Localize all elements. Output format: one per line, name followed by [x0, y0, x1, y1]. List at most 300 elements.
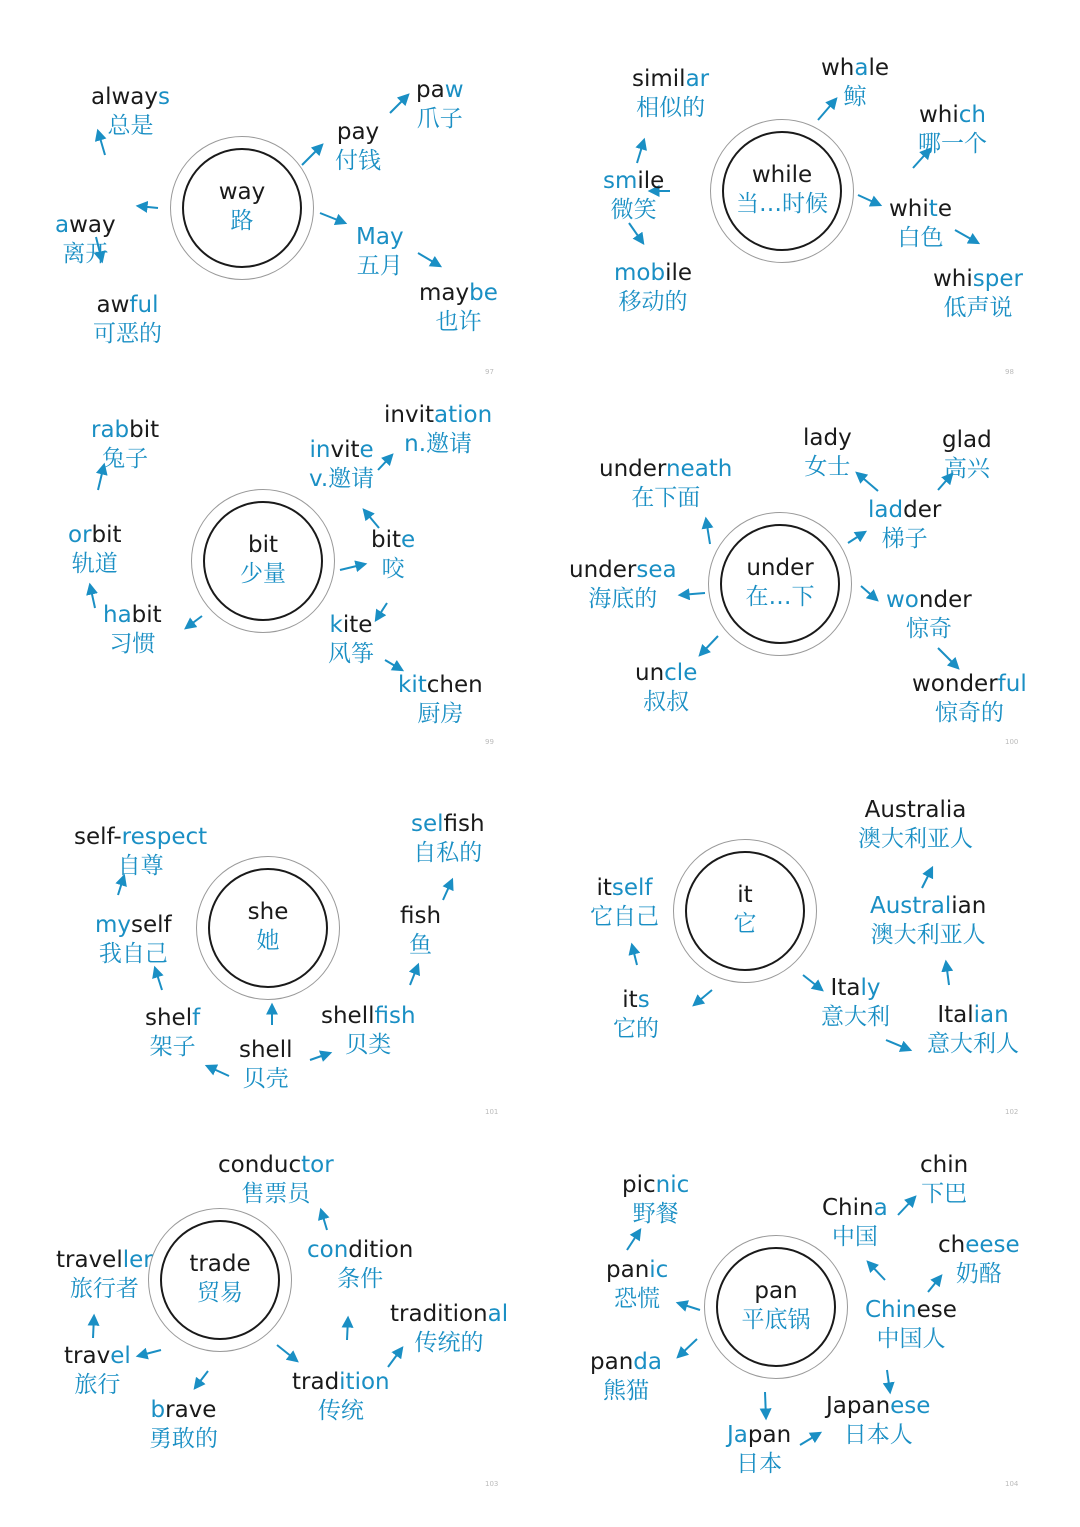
- related-word-zh: 离开: [62, 241, 109, 267]
- related-word: [239, 1036, 293, 1094]
- word-part: fish: [400, 903, 442, 929]
- related-word: [321, 1002, 416, 1060]
- arrow-0: [637, 140, 644, 163]
- related-word-en: [335, 118, 381, 147]
- related-word-zh: 我自己: [98, 941, 168, 967]
- related-word-zh: 哪一个: [918, 131, 987, 157]
- related-word-zh: 奶酪: [955, 1261, 1002, 1287]
- word-part: may: [419, 280, 470, 306]
- word-part-highlight: in: [309, 437, 331, 463]
- related-word-en: [95, 911, 172, 940]
- related-word-en: [606, 1256, 668, 1285]
- word-part: pan: [590, 1349, 634, 1375]
- related-word-en: [727, 1421, 791, 1450]
- word-part-highlight: a: [873, 1195, 888, 1221]
- page-number: 98: [1005, 368, 1014, 376]
- related-word: [821, 974, 890, 1032]
- related-word: [889, 195, 952, 253]
- center-word: [150, 1250, 290, 1308]
- related-word: [56, 1246, 153, 1304]
- related-word-en: [635, 659, 697, 688]
- related-word: [803, 424, 852, 482]
- center-word-zh: 少量: [240, 561, 286, 587]
- arrow-2: [186, 616, 202, 628]
- arrow-3: [886, 1040, 910, 1050]
- word-part: nder: [918, 587, 972, 613]
- word-part: un: [635, 660, 665, 686]
- arrow-1: [90, 585, 95, 608]
- word-part: dition: [348, 1237, 414, 1263]
- word-part-highlight: da: [633, 1349, 662, 1375]
- related-word-zh: 旅行者: [69, 1276, 139, 1302]
- related-word: [95, 911, 172, 969]
- arrow-0: [632, 945, 637, 965]
- page-number: 104: [1005, 1480, 1019, 1488]
- related-word: [886, 586, 972, 644]
- word-part: self: [131, 912, 172, 938]
- word-part-highlight: k: [329, 612, 343, 638]
- related-word-zh: 习惯: [109, 631, 156, 657]
- related-word-en: [858, 796, 973, 825]
- related-word-zh: 贝壳: [242, 1066, 289, 1092]
- related-word: [145, 1004, 200, 1062]
- related-word-en: [307, 1236, 413, 1265]
- related-word-zh: 下巴: [921, 1181, 968, 1207]
- mindmap-panel-trade: [40, 1137, 560, 1507]
- word-part-highlight: Austral: [870, 893, 952, 919]
- related-word: [335, 118, 381, 176]
- arrow-7: [898, 1197, 915, 1215]
- word-part: simil: [632, 66, 686, 92]
- related-word: [64, 1342, 131, 1400]
- related-word-zh: 自私的: [413, 840, 483, 866]
- related-word-zh: 中国人: [876, 1326, 946, 1352]
- word-part: way: [69, 212, 116, 238]
- word-part: bit: [91, 522, 122, 548]
- word-part: lady: [803, 425, 852, 451]
- arrow-6: [376, 603, 387, 620]
- word-part-highlight: f: [192, 1005, 201, 1031]
- related-word: [356, 223, 404, 281]
- word-part-highlight: fish: [374, 1003, 416, 1029]
- arrow-1: [155, 968, 162, 990]
- word-part-highlight: sm: [603, 168, 638, 194]
- word-part-highlight: s: [158, 84, 170, 110]
- arrow-4: [195, 1371, 208, 1388]
- word-part: it: [622, 987, 638, 1013]
- word-part-highlight: kit: [398, 672, 427, 698]
- center-word: [712, 161, 852, 219]
- arrow-6: [861, 586, 877, 600]
- word-part: ite: [342, 612, 373, 638]
- page-number: 99: [485, 738, 494, 746]
- arrow-2: [678, 1339, 697, 1357]
- word-part: alway: [91, 84, 159, 110]
- related-word: [390, 1300, 508, 1358]
- mindmap-panel-way: [40, 25, 560, 395]
- arrow-5: [320, 213, 345, 223]
- word-part-highlight: ler: [122, 1247, 153, 1273]
- word-part-highlight: a: [854, 55, 869, 81]
- mindmap-panel-bit: [40, 395, 560, 765]
- related-word-en: [93, 291, 162, 320]
- arrow-5: [858, 195, 880, 205]
- related-word-zh: 日本人: [843, 1422, 913, 1448]
- related-word-en: [149, 1396, 218, 1425]
- word-part-highlight: ly: [860, 975, 881, 1001]
- center-word-en: bit: [247, 532, 278, 558]
- arrow-0: [627, 1230, 640, 1250]
- related-word: [938, 1231, 1020, 1289]
- word-part-highlight: or: [68, 522, 92, 548]
- word-part: shel: [145, 1005, 193, 1031]
- word-part-highlight: eese: [965, 1232, 1020, 1258]
- word-part-highlight: be: [469, 280, 498, 306]
- word-part: bit: [129, 417, 160, 443]
- related-word-en: [938, 1231, 1020, 1260]
- related-word: [68, 521, 122, 579]
- word-part-highlight: self: [611, 875, 653, 901]
- related-word-zh: 低声说: [943, 295, 1013, 321]
- related-word-en: [886, 586, 972, 615]
- center-word-en: under: [746, 555, 814, 581]
- related-word: [590, 874, 659, 932]
- related-word-zh: 野餐: [632, 1201, 679, 1227]
- related-word: [419, 279, 498, 337]
- center-word-en: trade: [189, 1251, 251, 1277]
- related-word-zh: 风筝: [328, 641, 374, 667]
- word-part: under: [599, 456, 666, 482]
- related-word-zh: 日本: [736, 1451, 783, 1477]
- related-word-en: [933, 265, 1023, 294]
- related-word-en: [632, 65, 709, 94]
- mindmap-panel-she: [40, 765, 560, 1135]
- related-word-en: [865, 1296, 957, 1325]
- related-word-en: [64, 1342, 131, 1371]
- word-part: whi: [889, 196, 929, 222]
- word-part: glad: [942, 427, 992, 453]
- related-word: [74, 823, 207, 881]
- related-word: [309, 436, 374, 494]
- related-word: [927, 1001, 1019, 1059]
- word-part-highlight: neath: [665, 456, 733, 482]
- related-word-zh: 惊奇的: [934, 700, 1004, 726]
- word-part: fish: [443, 811, 485, 837]
- arrow-3: [302, 145, 322, 165]
- word-part: pay: [336, 119, 380, 145]
- arrow-4: [946, 962, 949, 985]
- related-word-en: [868, 496, 941, 525]
- page-number: 97: [485, 368, 494, 376]
- word-part-highlight: con: [307, 1237, 349, 1263]
- arrow-0: [321, 1210, 327, 1230]
- word-part: it: [596, 875, 612, 901]
- word-part: conduc: [218, 1152, 302, 1178]
- arrow-1: [680, 593, 705, 595]
- word-part: ian: [951, 893, 987, 919]
- arrow-2: [207, 1066, 229, 1076]
- related-word-zh: n.邀请: [404, 431, 473, 457]
- related-word-zh: 中国: [831, 1224, 878, 1250]
- related-word-en: [889, 195, 952, 224]
- arrow-3: [765, 1392, 766, 1418]
- related-word-zh: 白色: [897, 225, 944, 251]
- related-word: [821, 54, 889, 112]
- word-part-highlight: a: [55, 212, 70, 238]
- related-word-en: [91, 83, 170, 112]
- word-part-highlight: sea: [636, 557, 677, 583]
- center-word: [193, 531, 333, 589]
- word-part: tradition: [390, 1301, 488, 1327]
- word-part: ile: [637, 168, 665, 194]
- related-word-en: [613, 986, 659, 1015]
- word-part-highlight: al: [487, 1301, 509, 1327]
- related-word-zh: 五月: [356, 253, 403, 279]
- center-word-zh: 路: [230, 208, 254, 234]
- related-word: [55, 211, 116, 269]
- word-part-highlight: ic: [649, 1257, 669, 1283]
- related-word-zh: 可恶的: [93, 321, 162, 347]
- word-part: rave: [165, 1397, 217, 1423]
- related-word-zh: 厨房: [417, 701, 464, 727]
- related-word: [569, 556, 677, 614]
- word-part-highlight: el: [110, 1343, 131, 1369]
- word-part: ile: [665, 260, 693, 286]
- arrow-0: [706, 519, 710, 544]
- word-part-highlight: t: [928, 196, 938, 222]
- word-part: e: [937, 196, 952, 222]
- center-word-en: it: [737, 882, 753, 908]
- related-word: [411, 810, 485, 868]
- arrow-4: [800, 1433, 820, 1445]
- related-word-zh: 它自己: [590, 904, 659, 930]
- related-word-en: [321, 1002, 416, 1031]
- related-word-zh: 海底的: [588, 586, 658, 612]
- arrow-5: [277, 1345, 297, 1361]
- mindmap-panel-it: [560, 765, 1080, 1135]
- word-part-highlight: s: [637, 987, 650, 1013]
- word-part-highlight: ful: [129, 292, 159, 318]
- related-word: [103, 601, 162, 659]
- related-word: [865, 1296, 957, 1354]
- related-word-zh: 移动的: [618, 289, 688, 315]
- related-word: [613, 986, 659, 1044]
- related-word: [307, 1236, 413, 1294]
- related-word-en: [390, 1300, 508, 1329]
- related-word-en: [91, 416, 159, 445]
- related-word-en: [821, 54, 889, 83]
- word-part-highlight: ar: [685, 66, 710, 92]
- related-word: [398, 671, 483, 729]
- word-part-highlight: ian: [973, 1002, 1009, 1028]
- word-part: Chin: [822, 1195, 874, 1221]
- arrow-5: [922, 868, 932, 888]
- related-word: [218, 1151, 334, 1209]
- page-number: 102: [1005, 1108, 1019, 1116]
- related-word-zh: 梯子: [881, 526, 928, 552]
- related-word-en: [942, 426, 992, 455]
- word-part-highlight: ch: [958, 102, 986, 128]
- arrow-3: [138, 1350, 161, 1356]
- word-part-highlight: tor: [301, 1152, 334, 1178]
- word-part: whi: [918, 102, 959, 128]
- related-word-zh: 贝类: [345, 1032, 392, 1058]
- word-part: le: [868, 55, 890, 81]
- word-part-highlight: b: [150, 1397, 166, 1423]
- arrow-7: [938, 648, 958, 668]
- related-word-zh: 爪子: [416, 106, 463, 132]
- word-part: shell: [321, 1003, 375, 1029]
- related-word-en: [590, 874, 659, 903]
- arrow-6: [443, 880, 452, 900]
- arrow-1: [138, 206, 158, 208]
- related-word-en: [74, 823, 207, 852]
- word-part-highlight: my: [95, 912, 132, 938]
- word-part: Australia: [864, 797, 967, 823]
- related-word: [416, 76, 464, 134]
- related-word-en: [292, 1368, 390, 1397]
- center-word-en: pan: [754, 1278, 798, 1304]
- related-word-en: [569, 556, 677, 585]
- related-word-en: [912, 670, 1027, 699]
- word-part: bit: [371, 527, 402, 553]
- related-word-zh: 售票员: [241, 1181, 311, 1207]
- arrow-2: [629, 223, 643, 243]
- related-word-en: [826, 1392, 930, 1421]
- word-part-highlight: sper: [972, 266, 1023, 292]
- center-word-zh: 平底锅: [741, 1307, 811, 1333]
- related-word-zh: 勇敢的: [149, 1426, 218, 1452]
- word-part: der: [903, 497, 942, 523]
- related-word: [912, 670, 1027, 728]
- center-word-en: while: [751, 162, 813, 188]
- related-word: [91, 83, 170, 141]
- related-word: [599, 455, 732, 513]
- related-word-en: [870, 892, 986, 921]
- related-word: [93, 291, 162, 349]
- word-part-highlight: e: [359, 437, 374, 463]
- mindmap-panel-while: [560, 25, 1080, 395]
- related-word: [822, 1194, 888, 1252]
- related-word: [635, 659, 697, 717]
- related-word-zh: 高兴: [943, 456, 990, 482]
- related-word-en: [371, 526, 415, 555]
- word-part: ch: [938, 1232, 966, 1258]
- word-part-highlight: ha: [103, 602, 132, 628]
- related-word-en: [416, 76, 464, 105]
- arrow-2: [803, 975, 822, 990]
- related-word-en: [218, 1151, 334, 1180]
- center-word-zh: 它: [733, 911, 757, 937]
- related-word: [933, 265, 1023, 323]
- related-word: [622, 1171, 689, 1229]
- center-word: [710, 554, 850, 612]
- center-word: [172, 178, 312, 236]
- related-word: [328, 611, 374, 669]
- related-word-zh: 也许: [435, 309, 482, 335]
- related-word-zh: 女士: [804, 454, 851, 480]
- related-word-en: [145, 1004, 200, 1033]
- related-word: [606, 1256, 668, 1314]
- related-word-zh: 轨道: [71, 551, 118, 577]
- related-word-en: [614, 259, 692, 288]
- word-part-highlight: respect: [121, 824, 208, 850]
- word-part-highlight: wo: [886, 587, 919, 613]
- related-word-en: [927, 1001, 1019, 1030]
- related-word-en: [411, 810, 485, 839]
- word-part: Ita: [830, 975, 861, 1001]
- related-word-zh: 熊猫: [602, 1378, 649, 1404]
- arrow-3: [857, 473, 878, 491]
- word-part-highlight: sel: [411, 811, 444, 837]
- word-part-highlight: ese: [890, 1393, 931, 1419]
- related-word-zh: 意大利: [821, 1004, 890, 1030]
- related-word-en: [103, 601, 162, 630]
- related-word-zh: 鲸: [843, 84, 867, 110]
- word-part: chen: [426, 672, 483, 698]
- word-part-highlight: ation: [434, 402, 493, 428]
- related-word-zh: 传统: [317, 1398, 364, 1424]
- center-word: [675, 881, 815, 939]
- word-part: bit: [131, 602, 162, 628]
- word-part: pan: [747, 1422, 792, 1448]
- related-word-en: [918, 101, 987, 130]
- related-word-en: [328, 611, 374, 640]
- arrows-layer: [560, 765, 1080, 1135]
- word-part-highlight: May: [356, 224, 404, 250]
- related-word: [371, 526, 415, 584]
- word-part: trad: [292, 1369, 340, 1395]
- arrow-2: [93, 1316, 94, 1338]
- center-word-zh: 当…时候: [736, 191, 828, 217]
- related-word-zh: 恐慌: [614, 1286, 661, 1312]
- related-word-zh: 总是: [107, 113, 154, 139]
- related-word-zh: 条件: [337, 1266, 384, 1292]
- related-word-en: [384, 401, 492, 430]
- related-word: [400, 902, 441, 960]
- center-word: [706, 1277, 846, 1335]
- related-word-en: [622, 1171, 689, 1200]
- related-word-en: [309, 436, 374, 465]
- related-word-zh: 旅行: [74, 1372, 121, 1398]
- related-word: [149, 1396, 218, 1454]
- related-word-en: [822, 1194, 888, 1223]
- related-word: [858, 796, 973, 854]
- word-part-highlight: Chin: [865, 1297, 917, 1323]
- arrow-5: [410, 965, 418, 985]
- related-word-en: [68, 521, 122, 550]
- word-part: invit: [384, 402, 434, 428]
- arrow-2: [700, 636, 718, 655]
- related-word-zh: 相似的: [636, 95, 706, 121]
- arrow-1: [678, 1303, 700, 1310]
- related-word-zh: 在下面: [631, 485, 701, 511]
- arrow-5: [340, 564, 365, 570]
- related-word-en: [239, 1036, 293, 1065]
- related-word-zh: 鱼: [409, 932, 433, 958]
- word-part-highlight: cle: [664, 660, 698, 686]
- related-word: [918, 101, 987, 159]
- related-word: [91, 416, 159, 474]
- word-part: vit: [330, 437, 360, 463]
- related-word-zh: 付钱: [335, 148, 381, 174]
- word-part: aw: [96, 292, 130, 318]
- word-part: ese: [916, 1297, 957, 1323]
- mindmap-panel-under: [560, 395, 1080, 765]
- related-word-en: [803, 424, 852, 453]
- related-word-en: [400, 902, 441, 931]
- arrow-6: [868, 1262, 885, 1280]
